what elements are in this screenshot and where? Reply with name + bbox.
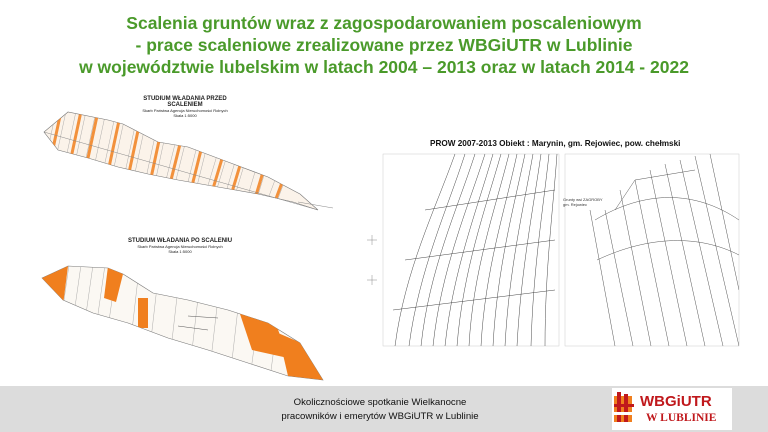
- map-before-heading: STUDIUM WŁADANIA PRZED SCALENIEM: [143, 96, 227, 108]
- map-before-consolidation: [38, 92, 338, 242]
- parcel-note-line-2: gm. Rejowiec: [563, 202, 588, 207]
- object-label: PROW 2007-2013 Obiekt : Marynin, gm. Rejowiec, pow. chełmski: [430, 139, 681, 148]
- parcel-note-line-1: Grunty wsi ZAGROBY: [563, 197, 603, 202]
- logo-text-2: W LUBLINIE: [646, 412, 717, 424]
- map-before-scale: Skala 1:5000: [173, 113, 197, 118]
- logo-text-1: WBGiUTR: [640, 393, 712, 410]
- wbgiutr-logo: [612, 388, 732, 430]
- footer-line-1: Okolicznościowe spotkanie Wielkanocne: [293, 397, 467, 408]
- map-after-consolidation: [38, 238, 338, 388]
- map-before-subheading: Skarb Państwa Agencja Nieruchomości Rolnych: [142, 108, 228, 113]
- parcel-note: [563, 197, 603, 207]
- footer-text: [230, 396, 530, 424]
- map-after-scale: Skala 1:5000: [168, 249, 192, 254]
- map-after-heading: STUDIUM WŁADANIA PO SCALENIU: [127, 238, 233, 244]
- slide-title: [0, 12, 768, 78]
- title-line-2: - prace scaleniowe zrealizowane przez WBGiUTR w Lublinie: [135, 35, 633, 55]
- title-line-3: w województwie lubelskim w latach 2004 – 2013 oraz w latach 2014 - 2022: [79, 57, 689, 77]
- title-line-1: Scalenia gruntów wraz z zagospodarowaniem poscaleniowym: [126, 13, 642, 33]
- footer-line-2: pracowników i emerytów WBGiUTR w Lublinie: [281, 411, 479, 422]
- logo-emblem-icon: [612, 390, 636, 426]
- parcel-maps: [365, 150, 740, 350]
- map-after-subheading: Skarb Państwa Agencja Nieruchomości Rolnych: [137, 244, 223, 249]
